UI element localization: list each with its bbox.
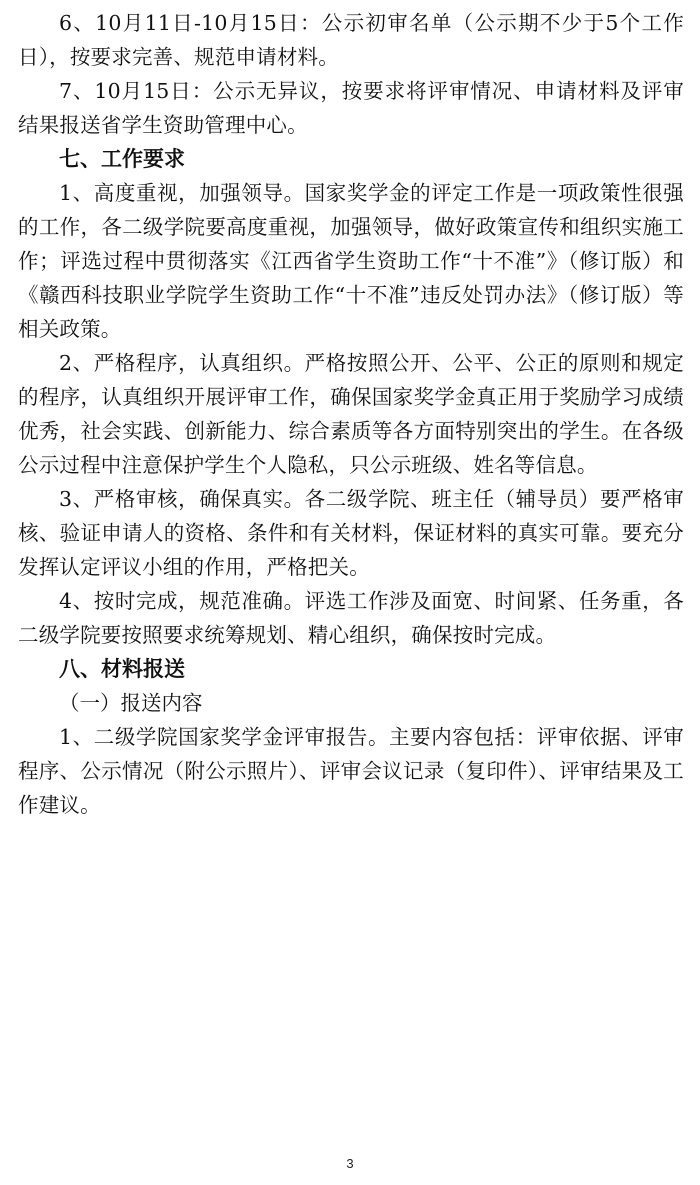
paragraph-schedule-7: 7、10月15日：公示无异议，按要求将评审情况、申请材料及评审结果报送省学生资助管理中心。 (18, 79, 684, 137)
paragraph-requirement-4: 4、按时完成，规范准确。评选工作涉及面宽、时间紧、任务重，各二级学院要按照要求统筹规划、精心组织，确保按时完成。 (18, 589, 684, 647)
section-heading-work-requirements: 七、工作要求 (59, 147, 185, 171)
page-number: 3 (346, 1156, 354, 1171)
paragraph-requirement-1: 1、高度重视，加强领导。国家奖学金的评定工作是一项政策性很强的工作，各二级学院要高度重视，加强领导，做好政策宣传和组织实施工作；评选过程中贯彻落实《江西省学生资助工作“十不准”》（修订版）和《赣西科技职业学院学生资助工作“十不准”违反处罚办法》（修订版）等相关政策。 (18, 181, 684, 341)
document-body (18, 6, 684, 822)
paragraph-requirement-2: 2、严格程序，认真组织。严格按照公开、公平、公正的原则和规定的程序，认真组织开展评审工作，确保国家奖学金真正用于奖励学习成绩优秀，社会实践、创新能力、综合素质等各方面特别突出的学生。在各级公示过程中注意保护学生个人隐私，只公示班级、姓名等信息。 (18, 351, 684, 477)
subsection-heading-submission-content: （一）报送内容 (59, 691, 203, 715)
paragraph-schedule-6: 6、10月11日-10月15日：公示初审名单（公示期不少于5个工作日），按要求完善、规范申请材料。 (18, 11, 684, 69)
paragraph-requirement-3: 3、严格审核，确保真实。各二级学院、班主任（辅导员）要严格审核、验证申请人的资格、条件和有关材料，保证材料的真实可靠。要充分发挥认定评议小组的作用，严格把关。 (18, 487, 684, 579)
paragraph-submission-item-1: 1、二级学院国家奖学金评审报告。主要内容包括：评审依据、评审程序、公示情况（附公示照片）、评审会议记录（复印件）、评审结果及工作建议。 (18, 725, 684, 817)
section-heading-material-submission: 八、材料报送 (59, 657, 185, 681)
